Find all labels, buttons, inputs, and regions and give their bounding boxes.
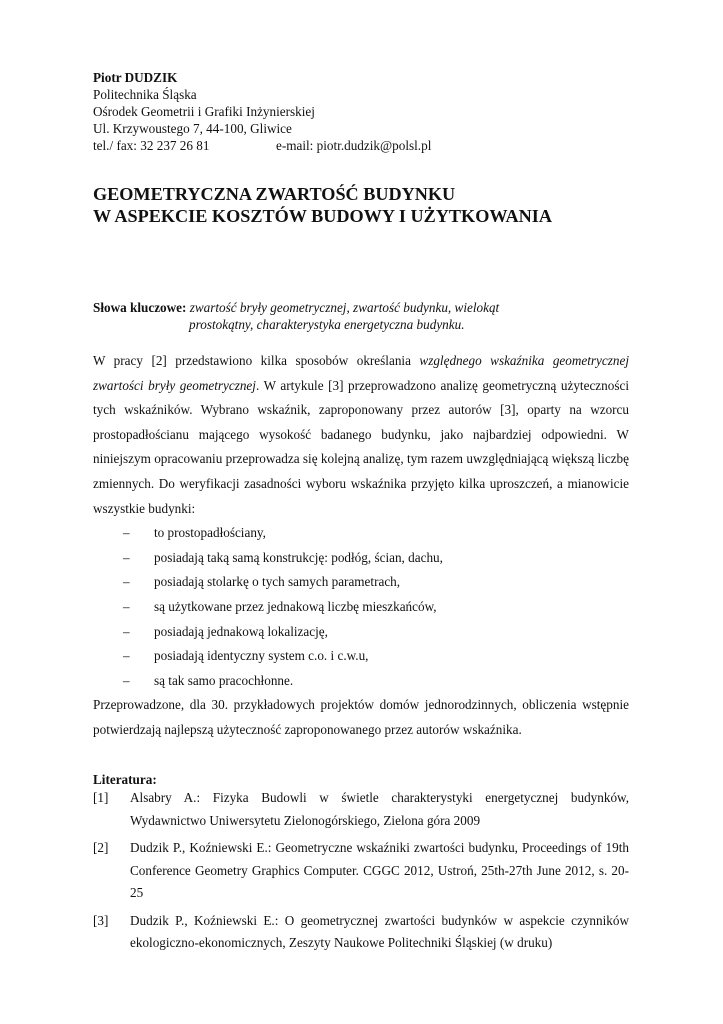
dash-bullet: – <box>123 574 130 590</box>
list-item <box>93 669 629 694</box>
keywords-line-1: zwartość bryły geometrycznej, zwartość budynku, wielokąt <box>189 300 500 315</box>
reference-text: Dudzik P., Koźniewski E.: O geometrycznej zwartości budynków w aspekcie czynników ekologiczno-ekonomicznych, Zeszyty Naukowe Politechniki Śląskiej (w druku) <box>130 912 629 950</box>
assumptions-list <box>93 521 629 693</box>
contact-line <box>93 137 432 154</box>
reference-number: [1] <box>93 790 109 805</box>
keywords-line-2: prostokątny, charakterystyka energetyczna budynku. <box>189 317 465 332</box>
author-email: e-mail: piotr.dudzik@polsl.pl <box>276 138 432 153</box>
author-name: Piotr DUDZIK <box>93 70 178 85</box>
author-department: Ośrodek Geometrii i Grafiki Inżynierskiej <box>93 104 315 119</box>
paragraph-intro-part-2: . W artykule [3] przeprowadzono analizę geometryczną użyteczności tych wskaźników. Wybrano wskaźnik, zaproponowany przez autorów [3], oparty na wzorcu prostopadłościanu mającego wysokość badanego budynku, jako najbardziej odpowiedni. W niniejszym opracowaniu przeprowadza się kolejną analizę, tym razem uwzględniającą większą liczbę zmiennych. Do weryfikacji zasadności wyboru wskaźnika przyjęto kilka uproszczeń, a mianowicie wszystkie budynki: <box>93 377 629 516</box>
dash-bullet: – <box>123 598 130 614</box>
title-line-2: W ASPEKCIE KOSZTÓW BUDOWY I UŻYTKOWANIA <box>93 206 552 226</box>
list-item-text: posiadają identyczny system c.o. i c.w.u, <box>154 648 369 664</box>
list-item-text: są użytkowane przez jednakową liczbę mieszkańców, <box>154 598 437 614</box>
reference-item <box>93 837 629 905</box>
list-item <box>93 546 629 571</box>
dash-bullet: – <box>123 672 130 688</box>
reference-item <box>93 910 629 955</box>
dash-bullet: – <box>123 525 130 541</box>
list-item <box>93 644 629 669</box>
list-item-text: posiadają jednakową lokalizację, <box>154 623 328 639</box>
list-item <box>93 620 629 645</box>
reference-number: [2] <box>93 840 109 855</box>
list-item <box>93 570 629 595</box>
author-block <box>93 69 432 154</box>
list-item <box>93 521 629 546</box>
list-item-text: posiadają taką samą konstrukcję: podłóg, ścian, dachu, <box>154 549 443 565</box>
reference-text: Dudzik P., Koźniewski E.: Geometryczne wskaźniki zwartości budynku, Proceedings of 19th Conference Geometry Graphics Computer. CGGC 2012, Ustroń, 25th-27th June 2012, s. 20-25 <box>130 840 629 900</box>
reference-list <box>93 787 629 960</box>
paper-title <box>93 183 552 227</box>
reference-item <box>93 787 629 832</box>
dash-bullet: – <box>123 549 130 565</box>
list-item <box>93 595 629 620</box>
author-phone: tel./ fax: 32 237 26 81 <box>93 138 210 153</box>
paragraph-intro-emphasis: względnego wskaźnika geometrycznej zwartości bryły geometrycznej <box>93 353 629 393</box>
body-text <box>93 349 629 743</box>
list-item-text: posiadają stolarkę o tych samych parametrach, <box>154 574 401 590</box>
list-item-text: to prostopadłościany, <box>154 525 266 541</box>
reference-text: Alsabry A.: Fizyka Budowli w świetle charakterystyki energetycznej budynków, Wydawnictwo Uniwersytetu Zielonogórskiego, Zielona góra 2009 <box>130 790 629 828</box>
author-university: Politechnika Śląska <box>93 87 197 102</box>
title-line-1: GEOMETRYCZNA ZWARTOŚĆ BUDYNKU <box>93 184 456 204</box>
reference-number: [3] <box>93 912 109 928</box>
keywords-block <box>93 299 653 333</box>
dash-bullet: – <box>123 623 130 639</box>
paragraph-intro-part-1: W pracy [2] przedstawiono kilka sposobów określania <box>93 353 420 368</box>
author-address: Ul. Krzywoustego 7, 44-100, Gliwice <box>93 121 292 136</box>
paragraph-intro <box>93 349 629 521</box>
dash-bullet: – <box>123 648 130 664</box>
paragraph-conclusion: Przeprowadzone, dla 30. przykładowych projektów domów jednorodzinnych, obliczenia wstępnie potwierdzają najlepszą użyteczność zaproponowanego przez autorów wskaźnika. <box>93 697 629 737</box>
keywords-label: Słowa kluczowe: <box>93 300 187 315</box>
literature-heading: Literatura: <box>93 772 157 787</box>
list-item-text: są tak samo pracochłonne. <box>154 672 294 688</box>
